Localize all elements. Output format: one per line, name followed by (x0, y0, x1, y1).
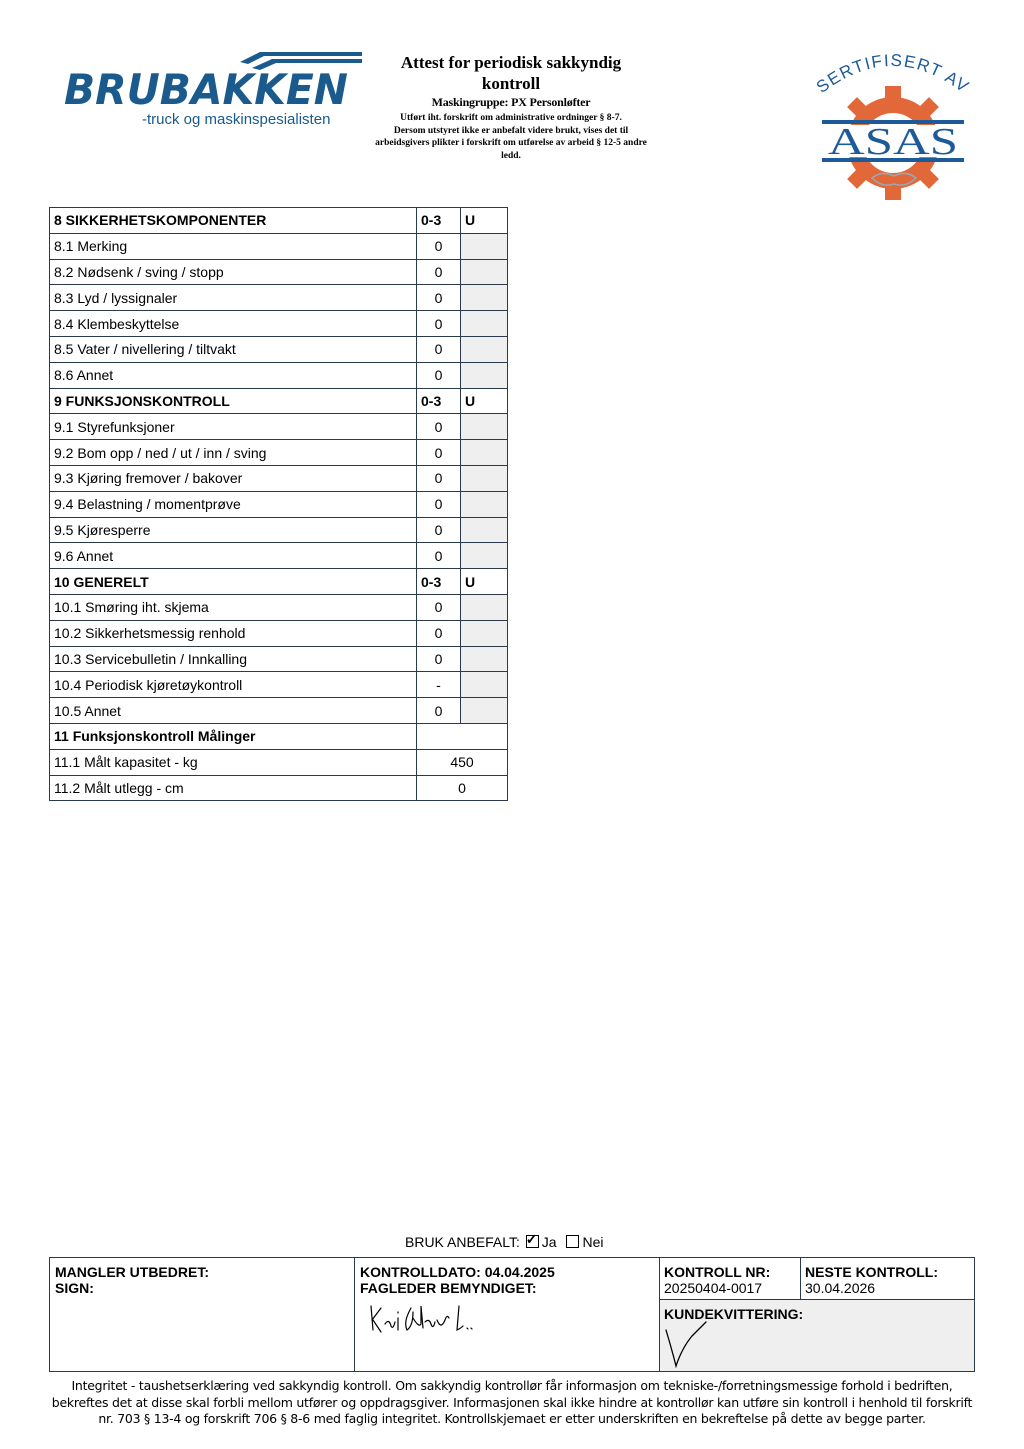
kontroll-nr-label: KONTROLL NR: (664, 1264, 771, 1280)
item-score: 0 (417, 620, 461, 646)
item-label: 9.4 Belastning / momentprøve (50, 491, 417, 517)
kontrolldato-label: KONTROLLDATO: 04.04.2025 (360, 1264, 555, 1280)
item-score: 0 (417, 517, 461, 543)
item-score: 0 (417, 646, 461, 672)
u-column-header: U (461, 569, 508, 595)
table-row (50, 465, 508, 491)
item-label: 8.5 Vater / nivellering / tiltvakt (50, 336, 417, 362)
kontroll-nr-value: 20250404-0017 (664, 1280, 763, 1296)
integrity-line: Integritet - taushetserklæring ved sakkyndig kontroll. Om sakkyndig kontrollør får informasjon om tekniske-/forretningsmessige forhold i bedriften, (71, 1378, 953, 1393)
item-u-cell (461, 672, 508, 698)
section-header-row (50, 569, 508, 595)
score-range-header: 0-3 (417, 569, 461, 595)
item-u-cell (461, 646, 508, 672)
table-row (50, 233, 508, 259)
measurement-value: 0 (417, 775, 508, 801)
table-row (50, 620, 508, 646)
item-score: 0 (417, 491, 461, 517)
table-row (50, 646, 508, 672)
table-row (50, 543, 508, 569)
item-score: 0 (417, 594, 461, 620)
kontroll-nr-box (659, 1257, 801, 1300)
customer-signature (662, 1320, 722, 1372)
kontrolldato-box (354, 1257, 660, 1372)
item-label: 10.4 Periodisk kjøretøykontroll (50, 672, 417, 698)
item-label: 8.2 Nødsenk / sving / stopp (50, 259, 417, 285)
item-label: 10.3 Servicebulletin / Innkalling (50, 646, 417, 672)
seal-top-text: SERTIFISERT AV (812, 50, 974, 97)
item-label: 10.5 Annet (50, 698, 417, 724)
item-u-cell (461, 285, 508, 311)
item-u-cell (461, 362, 508, 388)
document-title-line1: Attest for periodisk sakkyndig (400, 53, 622, 72)
fagleder-label: FAGLEDER BEMYNDIGET: (360, 1280, 537, 1296)
regulation-note (355, 112, 667, 162)
regulation-note-line: ledd. (501, 150, 521, 161)
recommendation-line (405, 1234, 604, 1250)
section-header-row (50, 208, 508, 234)
item-score: 0 (417, 362, 461, 388)
recommendation-label: BRUK ANBEFALT: (405, 1234, 520, 1250)
item-u-cell (461, 414, 508, 440)
neste-kontroll-box (800, 1257, 975, 1300)
yes-checkbox[interactable] (526, 1235, 539, 1248)
measurement-header-blank (417, 723, 508, 749)
mangler-box (49, 1257, 355, 1372)
item-score: 0 (417, 440, 461, 466)
section-heading: 9 FUNKSJONSKONTROLL (50, 388, 417, 414)
table-row (50, 362, 508, 388)
item-u-cell (461, 594, 508, 620)
item-u-cell (461, 233, 508, 259)
regulation-note-line: arbeidsgivers plikter i forskrift om utførelse av arbeid § 12-5 andre (375, 138, 647, 148)
document-title-line2: kontroll (481, 74, 541, 93)
neste-kontroll-label: NESTE KONTROLL: (805, 1264, 938, 1280)
item-label: 8.1 Merking (50, 233, 417, 259)
no-label: Nei (582, 1234, 604, 1250)
asas-certification-seal (810, 48, 975, 203)
item-score: 0 (417, 259, 461, 285)
section-header-row (50, 723, 508, 749)
table-row (50, 594, 508, 620)
item-score: 0 (417, 698, 461, 724)
inspector-signature (367, 1300, 477, 1340)
seal-main-text: ASAS (828, 121, 958, 163)
item-u-cell (461, 517, 508, 543)
logo-tagline: -truck og maskinspesialisten (142, 111, 331, 128)
item-score: 0 (417, 414, 461, 440)
u-column-header: U (461, 388, 508, 414)
document-title-block (355, 52, 667, 162)
integrity-line: nr. 703 § 13-4 og forskrift 706 § 8-6 med faglig integritet. Kontrollskjemaet er etter underskriften en bekreftelse på dette av begge parter. (98, 1411, 926, 1426)
logo-wordmark: BRUBAKKEN (64, 65, 348, 110)
table-row (50, 414, 508, 440)
item-u-cell (461, 259, 508, 285)
machine-group: Maskingruppe: PX Personløfter (431, 95, 591, 109)
item-label: 10.1 Smøring iht. skjema (50, 594, 417, 620)
item-u-cell (461, 336, 508, 362)
section-heading: 8 SIKKERHETSKOMPONENTER (50, 208, 417, 234)
item-u-cell (461, 311, 508, 337)
item-score: - (417, 672, 461, 698)
table-row (50, 517, 508, 543)
item-label: 8.4 Klembeskyttelse (50, 311, 417, 337)
item-u-cell (461, 543, 508, 569)
table-row (50, 775, 508, 801)
u-column-header: U (461, 208, 508, 234)
table-row (50, 311, 508, 337)
measurement-label: 11.2 Målt utlegg - cm (50, 775, 417, 801)
item-score: 0 (417, 543, 461, 569)
neste-kontroll-value: 30.04.2026 (805, 1280, 876, 1296)
item-label: 8.6 Annet (50, 362, 417, 388)
item-label: 9.6 Annet (50, 543, 417, 569)
item-label: 9.1 Styrefunksjoner (50, 414, 417, 440)
score-range-header: 0-3 (417, 388, 461, 414)
yes-label: Ja (541, 1234, 557, 1250)
table-row (50, 672, 508, 698)
table-row (50, 259, 508, 285)
regulation-note-line: Utført iht. forskrift om administrative ordninger § 8-7. (400, 113, 622, 123)
item-score: 0 (417, 465, 461, 491)
no-checkbox[interactable] (566, 1235, 579, 1248)
table-row (50, 749, 508, 775)
kundekvittering-box (659, 1299, 975, 1372)
item-u-cell (461, 465, 508, 491)
table-row (50, 440, 508, 466)
item-label: 9.5 Kjøresperre (50, 517, 417, 543)
measurement-label: 11.1 Målt kapasitet - kg (50, 749, 417, 775)
score-range-header: 0-3 (417, 208, 461, 234)
section-heading: 10 GENERELT (50, 569, 417, 595)
sign-label: SIGN: (55, 1280, 94, 1296)
section-header-row (50, 388, 508, 414)
measurement-value: 450 (417, 749, 508, 775)
integrity-line: bekreftes det at disse skal forbli mellom utfører og oppdragsgiver. Informasjonen skal ikke hindre at kontrollør kan utføre sin kontroll i henhold til forskrift (51, 1394, 973, 1410)
mangler-label: MANGLER UTBEDRET: (55, 1264, 209, 1280)
item-score: 0 (417, 285, 461, 311)
item-label: 8.3 Lyd / lyssignaler (50, 285, 417, 311)
item-label: 10.2 Sikkerhetsmessig renhold (50, 620, 417, 646)
table-row (50, 491, 508, 517)
table-row (50, 698, 508, 724)
item-u-cell (461, 440, 508, 466)
item-u-cell (461, 491, 508, 517)
inspection-table (49, 207, 508, 801)
section-heading: 11 Funksjonskontroll Målinger (50, 723, 417, 749)
item-label: 9.2 Bom opp / ned / ut / inn / sving (50, 440, 417, 466)
item-score: 0 (417, 233, 461, 259)
kundekvittering-label: KUNDEKVITTERING: (664, 1306, 804, 1322)
item-u-cell (461, 620, 508, 646)
table-row (50, 285, 508, 311)
item-score: 0 (417, 336, 461, 362)
item-score: 0 (417, 311, 461, 337)
item-label: 9.3 Kjøring fremover / bakover (50, 465, 417, 491)
table-row (50, 336, 508, 362)
integrity-statement (48, 1378, 976, 1428)
regulation-note-line: Dersom utstyret ikke er anbefalt videre brukt, vises det til (393, 125, 629, 136)
item-u-cell (461, 698, 508, 724)
